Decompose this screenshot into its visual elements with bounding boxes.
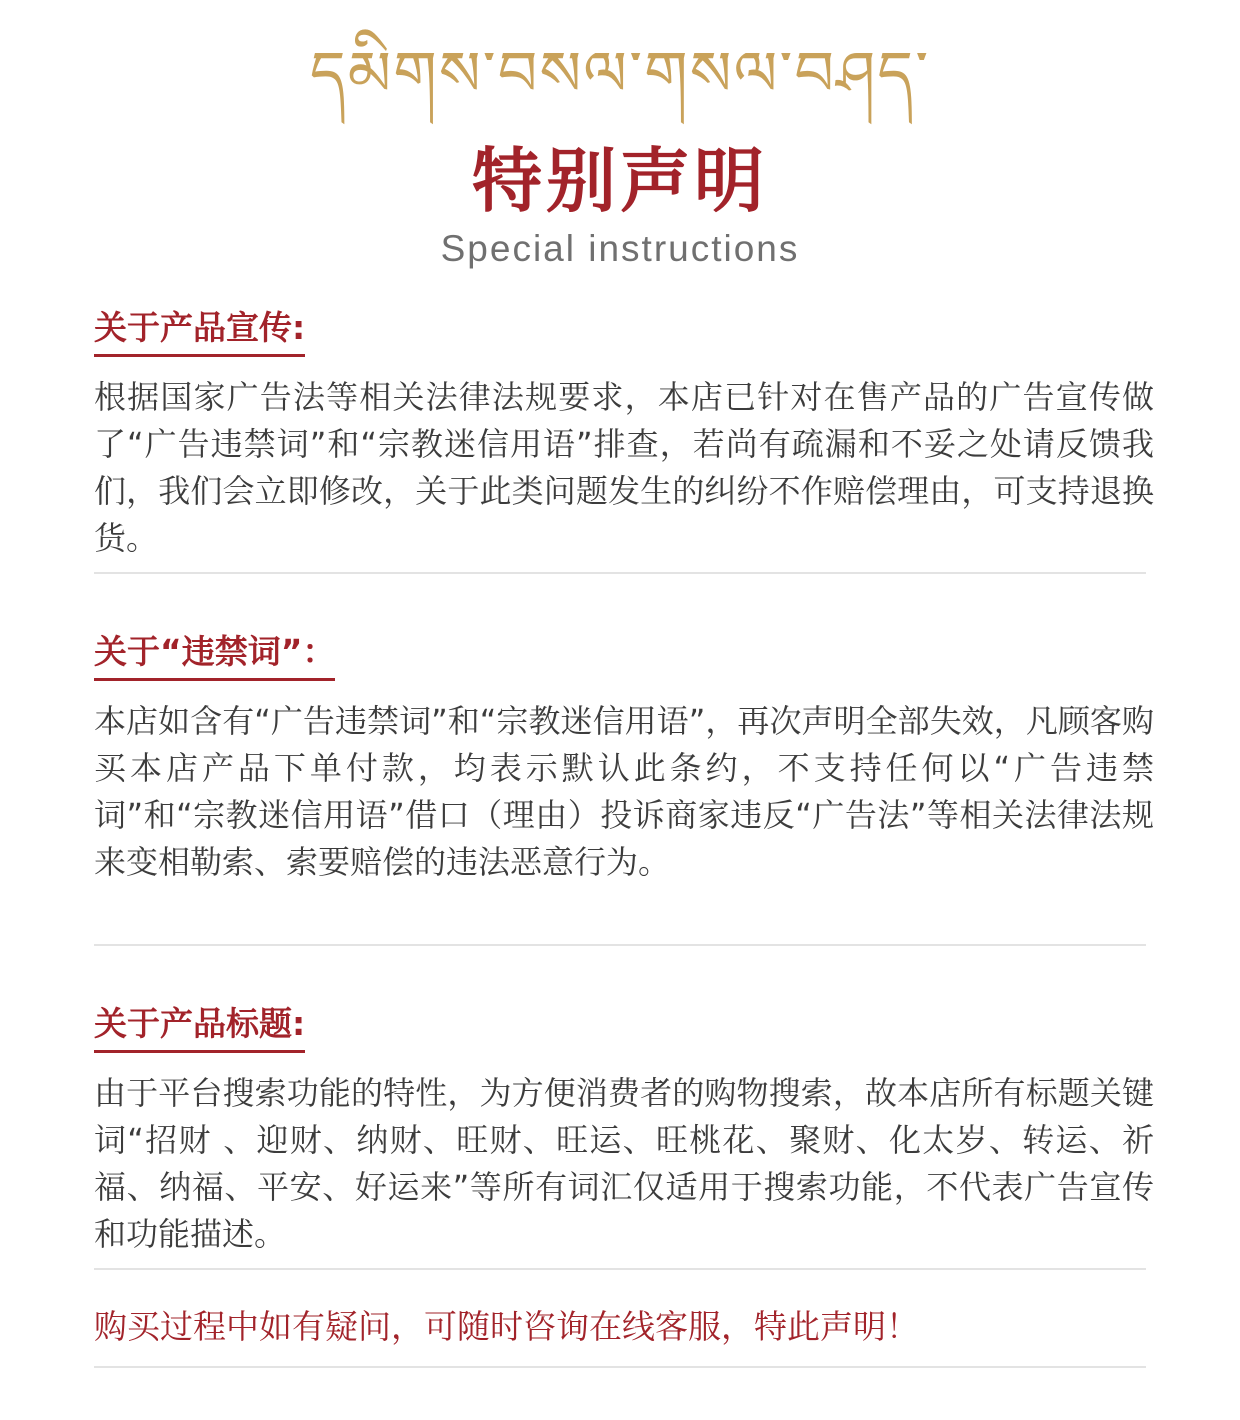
section-heading: 关于产品宣传: xyxy=(94,306,305,357)
footer-note: 购买过程中如有疑问，可随时咨询在线客服，特此声明！ xyxy=(94,1307,919,1346)
section-body: 由于平台搜索功能的特性，为方便消费者的购物搜索，故本店所有标题关键词“招财 、迎财、纳财、旺财、旺运、旺桃花、聚财、化太岁、转运、祈福、纳福、平安、好运来”等所有词汇仅适用于搜索功能，不代表广告宣传和功能描述。 xyxy=(94,1074,1154,1253)
tibetan-title: དམིགས་བསལ་གསལ་བཤད་ xyxy=(309,37,931,110)
section-prohibited-words xyxy=(94,630,1154,930)
section-product-promotion xyxy=(94,306,1154,556)
section-body: 本店如含有“广告违禁词”和“宗教迷信用语”，再次声明全部失效，凡顾客购买本店产品下单付款，均表示默认此条约，不支持任何以“广告违禁词”和“宗教迷信用语”借口（理由）投诉商家违反“广告法”等相关法律法规来变相勒索、索要赔偿的违法恶意行为。 xyxy=(94,702,1154,881)
divider xyxy=(94,572,1146,574)
page-subtitle: Special instructions xyxy=(440,228,800,269)
divider xyxy=(94,1366,1146,1368)
section-heading: 关于产品标题: xyxy=(94,1002,305,1053)
section-heading: 关于“违禁词”： xyxy=(94,630,335,681)
section-body: 根据国家广告法等相关法律法规要求，本店已针对在售产品的广告宣传做了“广告违禁词”和“宗教迷信用语”排查，若尚有疏漏和不妥之处请反馈我们，我们会立即修改，关于此类问题发生的纠纷不作赔偿理由，可支持退换货。 xyxy=(94,378,1154,557)
page-header xyxy=(0,0,1240,290)
page-title: 特别声明 xyxy=(472,139,768,222)
divider xyxy=(94,1268,1146,1270)
section-product-title xyxy=(94,1002,1154,1252)
divider xyxy=(94,944,1146,946)
